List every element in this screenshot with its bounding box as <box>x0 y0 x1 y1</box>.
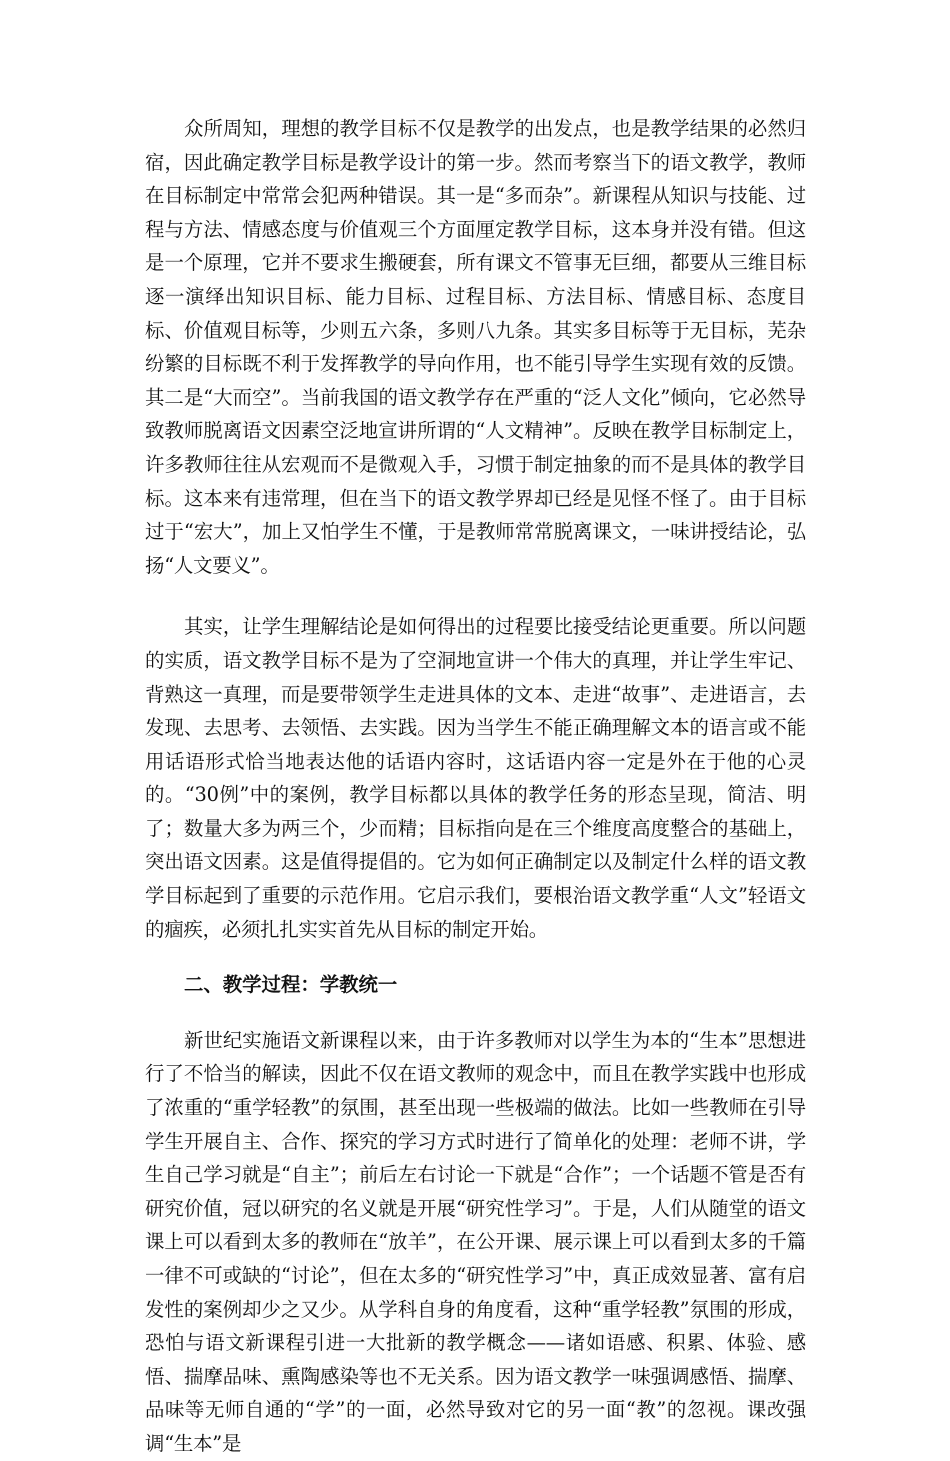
document-page <box>145 112 806 1461</box>
section-heading: 二、教学过程：学教统一 <box>184 973 398 997</box>
paragraph-teaching-process: 新世纪实施语文新课程以来，由于许多教师对以学生为本的“生本”思想进行了不恰当的解读，因此不仅在语文教师的观念中，而且在教学实践中也形成了浓重的“重学轻教”的氛围，甚至出现一些极端的做法。比如一些教师在引导学生开展自主、合作、探究的学习方式时进行了简单化的处理：老师不讲，学生自己学习就是“自主”；前后左右讨论一下就是“合作”；一个话题不管是否有研究价值，冠以研究的名义就是开展“研究性学习”。于是，人们从随堂的语文课上可以看到太多的教师在“放羊”，在公开课、展示课上可以看到太多的千篇一律不可或缺的“讨论”，但在太多的“研究性学习”中，真正成效显著、富有启发性的案例却少之又少。从学科自身的角度看，这种“重学轻教”氛围的形成，恐怕与语文新课程引进一大批新的教学概念——诸如语感、积累、体验、感悟、揣摩品味、熏陶感染等也不无关系。因为语文教学一味强调感悟、揣摩、品味等无师自通的“学”的一面，必然导致对它的另一面“教”的忽视。课改强调“生本”是 <box>145 1028 806 1455</box>
paragraph-goal-essence: 其实，让学生理解结论是如何得出的过程要比接受结论更重要。所以问题的实质，语文教学目标不是为了空洞地宣讲一个伟大的真理，并让学生牢记、背熟这一真理，而是要带领学生走进具体的文本、走进“故事”、走进语言，去发现、去思考、去领悟、去实践。因为当学生不能正确理解文本的语言或不能用话语形式恰当地表达他的话语内容时，这话语内容一定是外在于他的心灵的。“30例”中的案例，教学目标都以具体的教学任务的形态呈现，简洁、明了；数量大多为两三个，少而精；目标指向是在三个维度高度整合的基础上，突出语文因素。这是值得提倡的。它为如何正确制定以及制定什么样的语文教学目标起到了重要的示范作用。它启示我们，要根治语文教学重“人文”轻语文的痼疾，必须扎扎实实首先从目标的制定开始。 <box>145 615 806 941</box>
paragraph-teaching-goals: 众所周知，理想的教学目标不仅是教学的出发点，也是教学结果的必然归宿，因此确定教学目标是教学设计的第一步。然而考察当下的语文教学，教师在目标制定中常常会犯两种错误。其一是“多而杂”。新课程从知识与技能、过程与方法、情感态度与价值观三个方面厘定教学目标，这本身并没有错。但这是一个原理，它并不要求生搬硬套，所有课文不管事无巨细，都要从三维目标逐一演绎出知识目标、能力目标、过程目标、方法目标、情感目标、态度目标、价值观目标等，少则五六条，多则八九条。其实多目标等于无目标，芜杂纷繁的目标既不利于发挥教学的导向作用，也不能引导学生实现有效的反馈。其二是“大而空”。当前我国的语文教学存在严重的“泛人文化”倾向，它必然导致教师脱离语文因素空泛地宣讲所谓的“人文精神”。反映在教学目标制定上，许多教师往往从宏观而不是微观入手，习惯于制定抽象的而不是具体的教学目标。这本来有违常理，但在当下的语文教学界却已经是见怪不怪了。由于目标过于“宏大”，加上又怕学生不懂，于是教师常常脱离课文，一味讲授结论，弘扬“人文要义”。 <box>145 117 806 577</box>
